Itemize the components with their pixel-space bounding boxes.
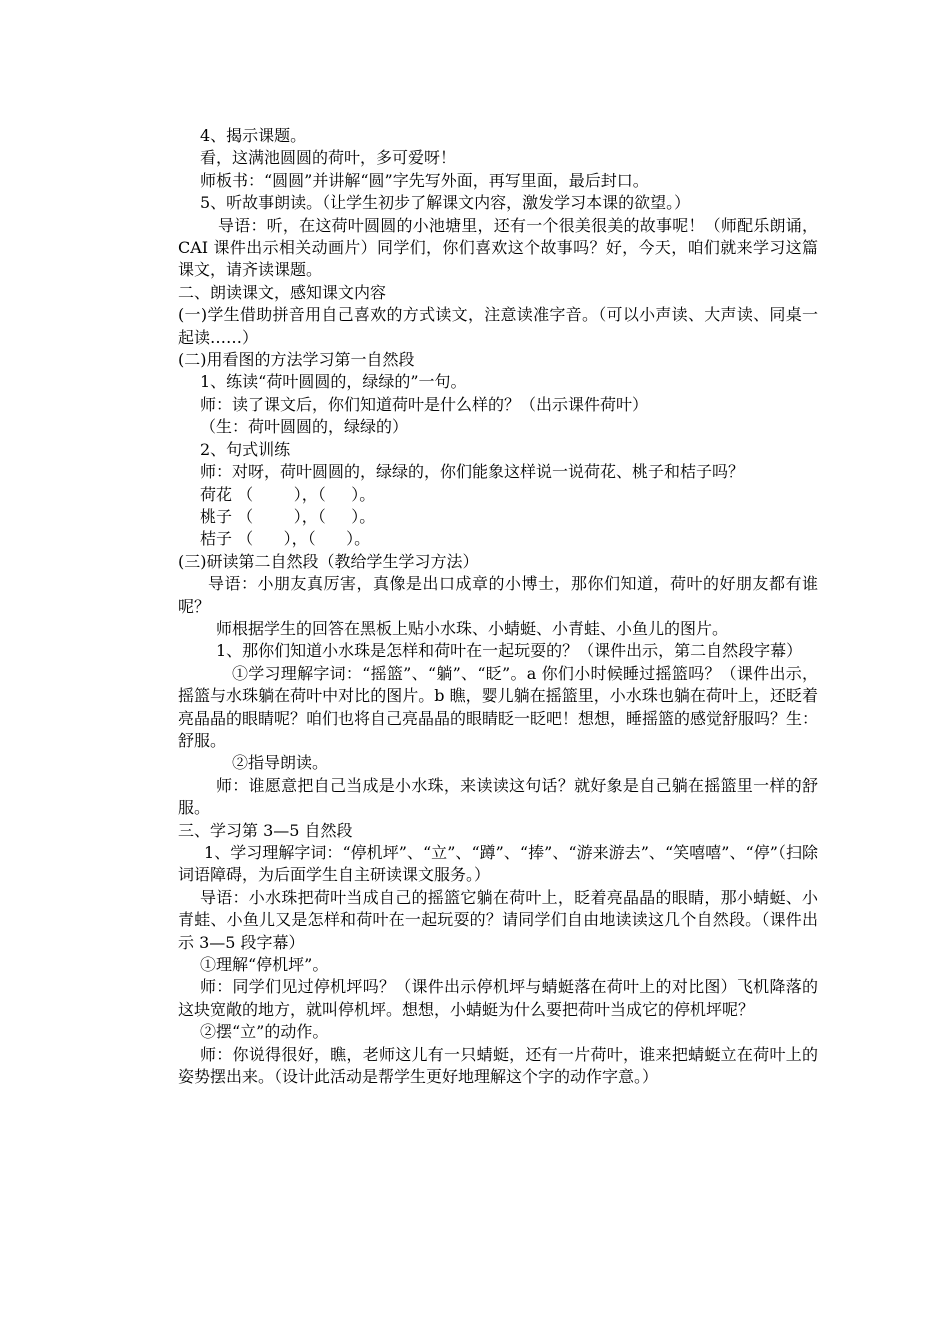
paragraph-text: 1、学习理解字词：“停机坪”、“立”、“蹲”、“捧”、“游来游去”、“笑嘻嘻”、“停”（扫除词语障碍，为后面学生自主研读课文服务。） bbox=[178, 843, 818, 885]
document-body bbox=[178, 125, 818, 1088]
fill-in-line: 荷花 （ ），（ ）。 bbox=[200, 484, 376, 504]
paragraph: 2、句式训练 bbox=[200, 439, 291, 459]
paragraph bbox=[178, 976, 818, 1021]
paragraph-text: ①学习理解字词：“摇篮”、“躺”、“眨”。a 你们小时候睡过摇篮吗？（课件出示，摇篮与水珠躺在荷叶中对比的图片。b 瞧，婴儿躺在摇篮里，小水珠也躺在荷叶上，还眨着亮晶晶的眼睛呢？咱们也将自己亮晶晶的眼睛眨一眨吧！想想，睡摇篮的感觉舒服吗？生：舒服。 bbox=[178, 663, 819, 750]
paragraph: ①理解“停机坪”。 bbox=[200, 955, 329, 975]
paragraph bbox=[178, 215, 818, 282]
paragraph bbox=[178, 842, 818, 887]
paragraph-text: 导语：小水珠把荷叶当成自己的摇篮它躺在荷叶上，眨着亮晶晶的眼睛，那小蜻蜓、小青蛙、小鱼儿又是怎样和荷叶在一起玩耍的？请同学们自由地读读这几个自然段。（课件出示 3—5 段字幕） bbox=[178, 887, 818, 952]
paragraph bbox=[178, 1044, 818, 1089]
subsection-heading: (二)用看图的方法学习第一自然段 bbox=[178, 350, 415, 370]
paragraph bbox=[178, 663, 818, 753]
paragraph: (一)学生借助拼音用自己喜欢的方式读文，注意读准字音。（可以小声读、大声读、同桌一起读……） bbox=[178, 305, 818, 347]
fill-in-line: 桔子 （ ），（ ）。 bbox=[200, 529, 371, 549]
paragraph-text: 师：谁愿意把自己当成是小水珠，来读读这句话？就好象是自己躺在摇篮里一样的舒服。 bbox=[178, 775, 818, 818]
paragraph-text: 导语：小朋友真厉害，真像是出口成章的小博士，那你们知道，荷叶的好朋友都有谁呢？ bbox=[178, 574, 818, 616]
paragraph: （生：荷叶圆圆的，绿绿的） bbox=[200, 417, 409, 437]
paragraph: 4、揭示课题。 bbox=[200, 126, 307, 145]
paragraph: ②摆“立”的动作。 bbox=[200, 1022, 329, 1042]
paragraph bbox=[178, 461, 818, 483]
paragraph bbox=[178, 775, 818, 820]
paragraph bbox=[178, 887, 818, 954]
paragraph-text: 导语：听，在这荷叶圆圆的小池塘里，还有一个很美很美的故事呢！（师配乐朗诵，CAI 课件出示相关动画片）同学们，你们喜欢这个故事吗？好，今天，咱们就来学习这篇课文，请齐读课题。 bbox=[178, 215, 818, 280]
paragraph-text: 师：对呀，荷叶圆圆的，绿绿的，你们能象这样说一说荷花、桃子和桔子吗？ bbox=[200, 462, 745, 482]
paragraph bbox=[178, 618, 818, 640]
paragraph bbox=[178, 573, 818, 618]
paragraph: 师：读了课文后，你们知道荷叶是什么样的？（出示课件荷叶） bbox=[200, 394, 649, 414]
fill-in-line: 桃子 （ ），（ ）。 bbox=[200, 506, 376, 526]
subsection-heading: (三)研读第二自然段（教给学生学习方法） bbox=[178, 551, 479, 571]
paragraph: 5、听故事朗读。（让学生初步了解课文内容，激发学习本课的欲望。） bbox=[200, 193, 691, 213]
section-heading: 三、学习第 3—5 自然段 bbox=[178, 820, 353, 840]
section-heading: 二、朗读课文，感知课文内容 bbox=[178, 282, 387, 302]
paragraph-text: 1、那你们知道小水珠是怎样和荷叶在一起玩耍的？（课件出示，第二自然段字幕） bbox=[216, 641, 803, 661]
paragraph-text: 师：你说得很好，瞧，老师这儿有一只蜻蜓，还有一片荷叶，谁来把蜻蜓立在荷叶上的姿势摆出来。（设计此活动是帮学生更好地理解这个字的动作字意。） bbox=[178, 1044, 818, 1087]
paragraph-text: 师：同学们见过停机坪吗？（课件出示停机坪与蜻蜓落在荷叶上的对比图）飞机降落的这块宽敞的地方，就叫停机坪。想想，小蜻蜓为什么要把荷叶当成它的停机坪呢？ bbox=[178, 977, 818, 1019]
paragraph: 1、练读“荷叶圆圆的，绿绿的”一句。 bbox=[200, 372, 467, 392]
paragraph: ②指导朗读。 bbox=[232, 753, 329, 773]
paragraph-text: 师根据学生的回答在黑板上贴小水珠、小蜻蜓、小青蛙、小鱼儿的图片。 bbox=[216, 618, 729, 638]
paragraph bbox=[178, 640, 818, 662]
paragraph: 师板书：“圆圆”并讲解“圆”字先写外面，再写里面，最后封口。 bbox=[200, 170, 649, 190]
paragraph: 看，这满池圆圆的荷叶，多可爱呀！ bbox=[200, 148, 457, 168]
